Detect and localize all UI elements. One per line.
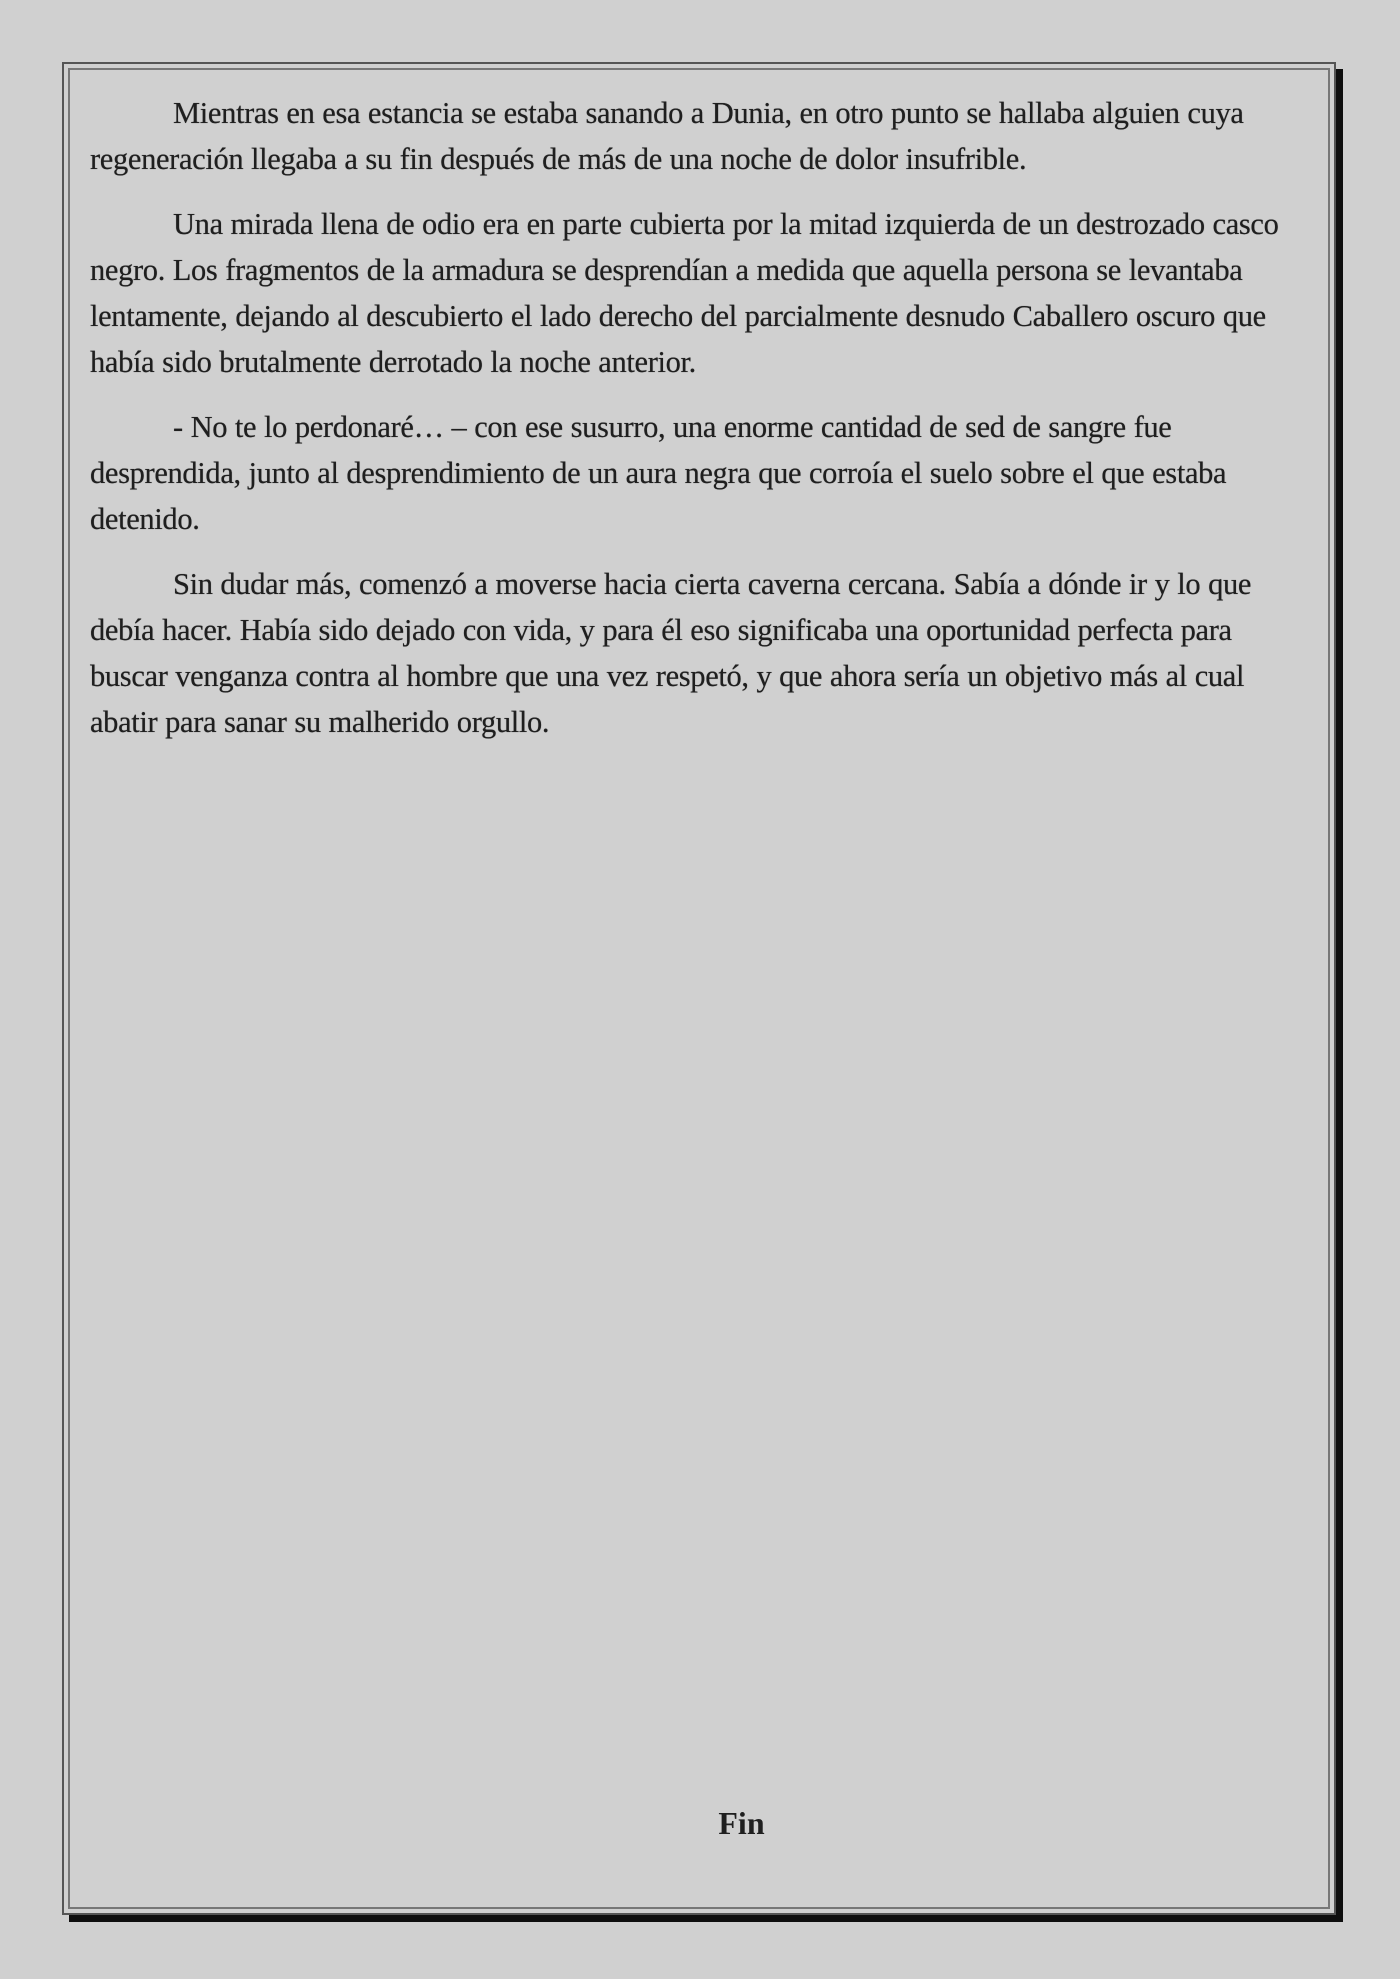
ending-label: Fin — [718, 1805, 765, 1841]
paragraph-1: Mientras en esa estancia se estaba sanando a Dunia, en otro punto se hallaba alguien cuya regeneración llegaba a su fin después de más de una noche de dolor insufrible. — [90, 96, 1244, 176]
page-frame — [62, 62, 1336, 1915]
story-text — [90, 90, 1310, 764]
paragraph-3: - No te lo perdonaré… – con ese susurro, una enorme cantidad de sed de sangre fue desprendida, junto al desprendimiento de un aura negra que corroía el suelo sobre el que estaba detenido. — [90, 410, 1227, 536]
paragraph-2: Una mirada llena de odio era en parte cubierta por la mitad izquierda de un destrozado casco negro. Los fragmentos de la armadura se desprendían a medida que aquella persona se levantaba lentamente, dejando al descubierto el lado derecho del parcialmente desnudo Caballero oscuro que había sido brutalmente derrotado la noche anterior. — [90, 207, 1279, 379]
page-inner-border — [68, 68, 1330, 1909]
paragraph-4: Sin dudar más, comenzó a moverse hacia cierta caverna cercana. Sabía a dónde ir y lo que debía hacer. Había sido dejado con vida, y para él eso significaba una oportunidad perfecta para buscar venganza contra al hombre que una vez respetó, y que ahora sería un objetivo más al cual abatir para sanar su malherido orgullo. — [90, 567, 1252, 739]
